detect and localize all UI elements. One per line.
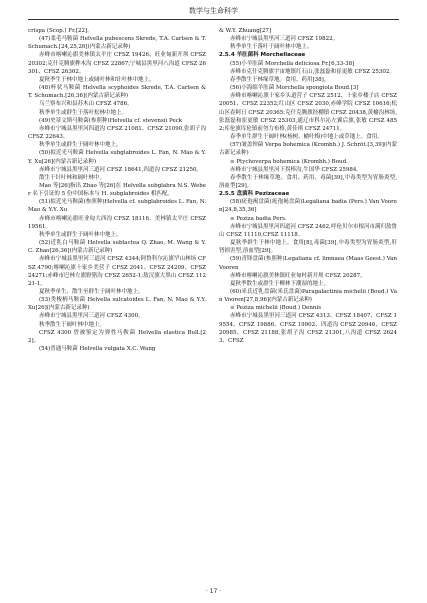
- page-number: · 17 ·: [205, 588, 222, 595]
- habitat-note: 夏秋季散生或群生于柳林下潮湿的地上。: [230, 280, 330, 287]
- specimen-record: 赤峰市喀喇沁旗美林镇旺业甸村新开坝 CFSZ 20287。: [230, 272, 366, 279]
- specimen-record: 赤峰市宁城县黑里河三道河 CFSZ 19822。: [230, 36, 339, 43]
- species-heading: (59)青锋盘菌(参照种)Legaliana cf. limnaea (Maas Geest.) Van Vooren: [219, 256, 397, 271]
- synonym: ≡ Peziza michelii (Boud.) Dennis: [230, 305, 322, 312]
- species-heading: (57)皱盖钟菌 Verpa bohemica (Krombh.) J. Schröt.[3,39](内蒙古新记录种): [219, 142, 397, 157]
- species-heading: (55)小羊肚菌 Morchella deliciosa Fr.[6,33-38]: [230, 60, 355, 67]
- paragraph: & W.Y. Zhuang[27]: [219, 28, 272, 34]
- running-header: 数学与生命科学: [189, 7, 238, 15]
- specimen-record: 乌兰察布兴和县苏木山 CFSZ 4786。: [39, 101, 133, 108]
- species-heading: (47)柔毛马鞍菌 Helvella pubescens Skrede, T.A. Carlsen & T. Schumach.[24,25,26](内蒙古新记录种): [28, 36, 206, 51]
- habitat-note: 秋季单生或群生于落叶松林中地上。: [39, 109, 128, 116]
- habitat-note: 春季散生于林缘草地。食用、药用、毒菌[39],中毒类型为胃肠炎型,溶血型[29]。: [219, 174, 397, 189]
- left-column: [28, 27, 206, 587]
- species-heading: (53)类梭柄马鞍菌 Helvella sulcatoides L. Fan, N. Mao & Y.Y. Xu[26](内蒙古新记录种): [28, 297, 206, 312]
- habitat-note: 夏秋季生于林中地上或阔叶林和针叶林中地上。: [39, 76, 155, 83]
- paragraph: crispa (Scop.) Fr.[22]。: [28, 28, 93, 34]
- specimen-record: 赤峰市喀喇沁旗旺业甸大西沟 CFSZ 18116、美林镇太平庄 CFSZ 19561。: [28, 215, 206, 230]
- habitat-note: 夏秋季群生于林中地上。食用[8],毒菌[39],中毒类型为胃肠炎型,肝肾损害型,溶血型[29]。: [219, 240, 397, 255]
- remark: Mao 等[26]指出 Zhao 等[26]在 Helvella subglabra N.S. Weber 名下引证的 5 份中国标本与 H. subglabroides 相匹配。: [28, 182, 206, 198]
- family-heading: 2.5.5 盘菌科 Pezizaceae: [219, 191, 290, 198]
- specimen-record: 赤峰市克什克腾旗宇宙地镇红石山,张磊磊和崔更敏 CFSZ 25302。: [230, 68, 395, 75]
- synonym: ≡ Ptychoverpa bohemica (Krombh.) Boud.: [230, 158, 348, 165]
- species-heading: (48)杯状马鞍菌 Helvella scyphoides Skrede, T.A. Carlsen & T. Schumach.[26,36](内蒙古新记录种): [28, 85, 206, 100]
- specimen-record: 赤峰市宁城县黑里河下拐棒沟,牛国华 CFSZ 25984。: [230, 166, 362, 173]
- specimen-record: 赤峰市宁城县黑里河三道河 CFSZ 4300。: [39, 313, 144, 320]
- specimen-record: 赤峰市宁城县黑里河四道河 CFSZ 2462,呼伦贝尔市根河市满归敖鲁山 CFSZ 11110,CFSZ 11118。: [219, 223, 397, 238]
- species-heading: (51)拟近光马鞍菌(参照种)Helvella cf. subglabroides L. Fan, N. Mao & Y.Y. Xu: [28, 199, 206, 214]
- species-heading: (50)拟近光马鞍菌 Helvella subglabroides L. Fan, N. Mao & Y.Y. Xu[26](内蒙古新记录种): [28, 150, 206, 165]
- right-column: [219, 27, 397, 587]
- synonym: ≡ Peziza badia Pers.: [230, 215, 287, 222]
- specimen-record: 赤峰市宁城县黑里河四道沟 CFSZ 21081、CFSZ 21090,张胡子沟 CFSZ 22643。: [28, 125, 206, 141]
- habitat-note: 秋季单生或群生于阔叶林中地上。: [39, 231, 122, 238]
- specimen-record: 赤峰市宁城县黑里河三道河 CFSZ 4313、CFSZ 18407、CFSZ 19554、CFSZ 19886、CFSZ 19902、四道沟 CFSZ 20946、CFSZ 20985、CFSZ 21188,张胡子沟 CFSZ 21301,八沟道 CFSZ 26243、CFSZ: [219, 313, 397, 344]
- remark: CFSZ 4300 曾被鉴定为弹性马鞍菌 Helvella elastica Bull.[22]。: [28, 329, 206, 344]
- specimen-record: 赤峰市喀喇沁旗十家乡头道营子 CFSZ 2512、十家乡楼子店 CFSZ 20051、CFSZ 22352;红山区 CFSZ 2030,赤峰学院 CFSZ 10616;松山区春阿日 CFSZ 20365;克什克腾旗经棚镇 CFSZ 20438,黄榆沟林场,张磊磊和崔更敏 CFSZ 25303,通辽市科尔沁左翼后旗,张敏 CFSZ 4852;库伦旗库伦镇前勿力布格,黄佳琪 CFSZ 24711。: [219, 93, 397, 132]
- habitat-note: 秋季单生于落叶于阔叶林中地上。: [230, 44, 313, 51]
- family-heading: 2.5.4 羊肚菌科 Morchellaceae: [219, 52, 306, 59]
- species-heading: (49)史蒂文斯马鞍菌(参照种)Helvella cf. stevensii Peck: [39, 117, 183, 124]
- habitat-note: 散生于针叶林和阔叶林中。: [39, 174, 106, 181]
- specimen-record: 赤峰市宁城县黑里河三道河 CFSZ 18641,四道沟 CFSZ 21250。: [39, 166, 202, 173]
- habitat-note: 春季散生于林缘草地。食用、药用[38]。: [230, 76, 330, 83]
- species-heading: (60)米氏近乳盘菌(米氏盘菌)Paragalactinia michelii (Boud.) Van Vooren[27,8,96](内蒙古新记录种): [219, 289, 397, 304]
- habitat-note: 秋季散生于阔叶林中地上。: [39, 321, 106, 328]
- species-heading: (56)小海绵羊肚菌 Morchella spongiola Boud.[3]: [230, 85, 359, 92]
- species-heading: (52)近乳白马鞍菌 Helvella sublactea Q. Zhao, M. Wang & Y.C. Zhao[26,36](内蒙古新记录种): [28, 240, 206, 255]
- habitat-note: 春季单生群生于阔叶林(杨树、榆叶梅)中地上或草地上。食用。: [230, 134, 383, 141]
- habitat-note: 夏秋季单生、散生至群生于阔叶林中地上。: [39, 289, 144, 295]
- specimen-record: 赤峰市宁城县黑里河三道河 CFSZ 4344;阿鲁科尔沁旗罕山林场 CFSZ 4790;喀喇沁旗十家乡美营子 CFSZ 2041、CFSZ 24209、CFSZ 24271;赤峰市巴林左旗野猪沟 CFSZ 2652-1;敖汉旗大黑山 CFSZ 11221-1。: [28, 256, 206, 287]
- header-rule: [28, 19, 399, 20]
- specimen-record: 赤峰市喀喇沁旗美林镇太平庄 CFSZ 19426、旺业甸新开坝 CFSZ 20302;克什克腾旗桦木沟 CFSZ 22867;宁城县黑里河八沟道 CFSZ 26301、CFSZ 26302。: [28, 52, 206, 75]
- habitat-note: 秋季单生或群生于阔叶林中地上。: [39, 142, 122, 149]
- species-heading: (58)疣孢褐盘菌(疣孢褐盘菌)Legaliana badia (Pers.) Van Vooren[24,8,35,36]: [219, 199, 397, 214]
- species-heading: (54)普通马鞍菌 Helvella vulgata X.C. Wang: [39, 346, 156, 353]
